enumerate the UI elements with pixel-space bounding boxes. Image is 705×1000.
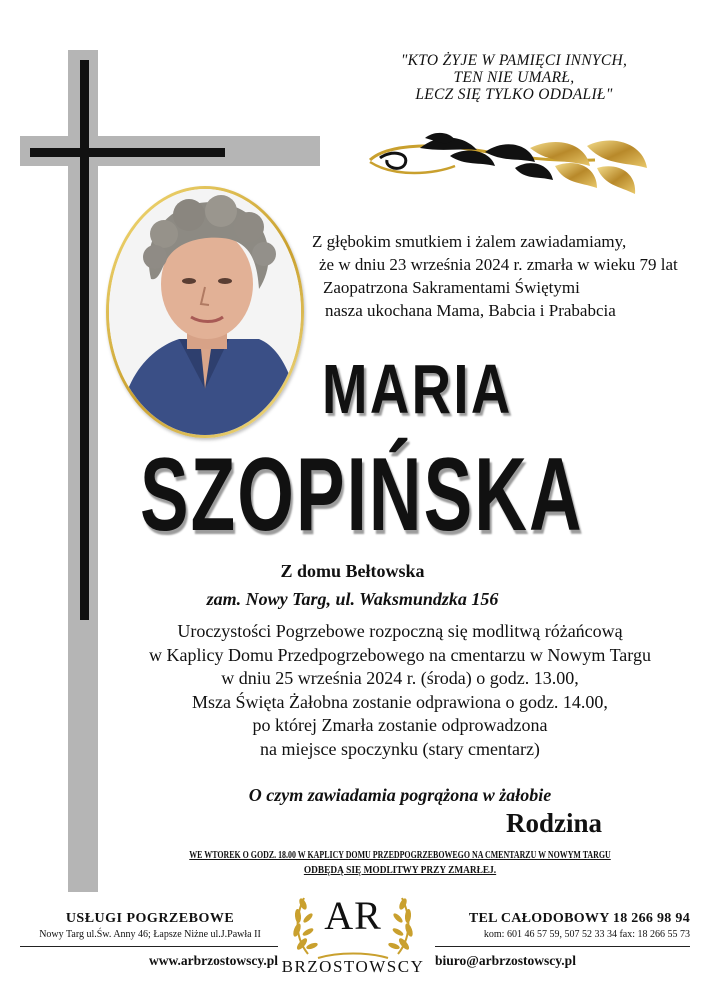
- leaf-ornament-icon: [365, 128, 650, 198]
- mobile-numbers: kom: 601 46 57 59, 507 52 33 34 fax: 18 266 55 73: [483, 929, 690, 940]
- ceremony-details: [100, 620, 700, 761]
- ceremony-line: po której Zmarła zostanie odprowadzona: [252, 715, 548, 735]
- funeral-service-title: USŁUGI POGRZEBOWE: [65, 911, 235, 926]
- ceremony-line: na miejsce spoczynku (stary cmentarz): [260, 738, 540, 759]
- footer-divider-left: [20, 946, 278, 947]
- ceremony-line: Msza Święta Żałobna zostanie odprawiona o godz. 14.00,: [192, 691, 608, 712]
- cross-arm: [30, 148, 225, 157]
- intro-line: Z głębokim smutkiem i żalem zawiadamiamy,: [312, 232, 627, 251]
- funeral-service-address: Nowy Targ ul.Św. Anny 46; Łapsze Niżne ul.J.Pawła II: [39, 929, 261, 940]
- portrait-frame: [106, 186, 304, 438]
- portrait-icon: [109, 189, 301, 435]
- cross-icon: [80, 60, 89, 620]
- ceremony-line: w dniu 25 września 2024 r. (środa) o godz. 13.00,: [221, 668, 579, 688]
- memorial-quote: [355, 52, 673, 103]
- intro-line: że w dniu 23 września 2024 r. zmarła w wieku 79 lat: [319, 255, 678, 274]
- website-link[interactable]: www.arbrzostowscy.pl: [149, 953, 278, 968]
- footer-divider-right: [435, 946, 690, 947]
- phone-number: TEL CAŁODOBOWY 18 266 98 94: [468, 911, 690, 926]
- ceremony-line: Uroczystości Pogrzebowe rozpoczną się modlitwą różańcową: [177, 621, 623, 641]
- announcement-intro: [305, 230, 700, 322]
- notice-line: WE WTOREK O GODZ. 18.00 W KAPLICY DOMU PRZEDPOGRZEBOWEGO NA CMENTARZU W NOWYM TARGU: [189, 849, 611, 861]
- quote-line: TEN NIE UMARŁ,: [453, 69, 575, 86]
- mourning-line: O czym zawiadamia pogrążona w żałobie: [248, 785, 552, 805]
- notice-line: ODBĘDĄ SIĘ MODLITWY PRZY ZMARŁEJ.: [303, 864, 497, 876]
- portrait-photo: [109, 189, 301, 435]
- deceased-last-name: SZOPIŃSKA: [140, 437, 584, 553]
- quote-line: LECZ SIĘ TYLKO ODDALIŁ": [415, 86, 613, 103]
- maiden-name: Z domu Bełtowska: [280, 561, 425, 581]
- deceased-first-name: MARIA: [322, 350, 513, 428]
- logo-name: BRZOSTOWSCY: [281, 957, 425, 976]
- logo-initials: AR: [324, 893, 382, 938]
- prayer-notice: [100, 848, 700, 878]
- intro-line: Zaopatrzona Sakramentami Świętymi: [323, 278, 580, 297]
- quote-line: "KTO ŻYJE W PAMIĘCI INNYCH,: [400, 52, 628, 69]
- intro-line: nasza ukochana Mama, Babcia i Prababcia: [325, 301, 616, 320]
- email-link[interactable]: biuro@arbrzostowscy.pl: [435, 953, 576, 968]
- family-signature: Rodzina: [506, 808, 603, 838]
- ceremony-line: w Kaplicy Domu Przedpogrzebowego na cmentarzu w Nowym Targu: [149, 644, 651, 665]
- deceased-address: zam. Nowy Targ, ul. Waksmundzka 156: [206, 589, 499, 609]
